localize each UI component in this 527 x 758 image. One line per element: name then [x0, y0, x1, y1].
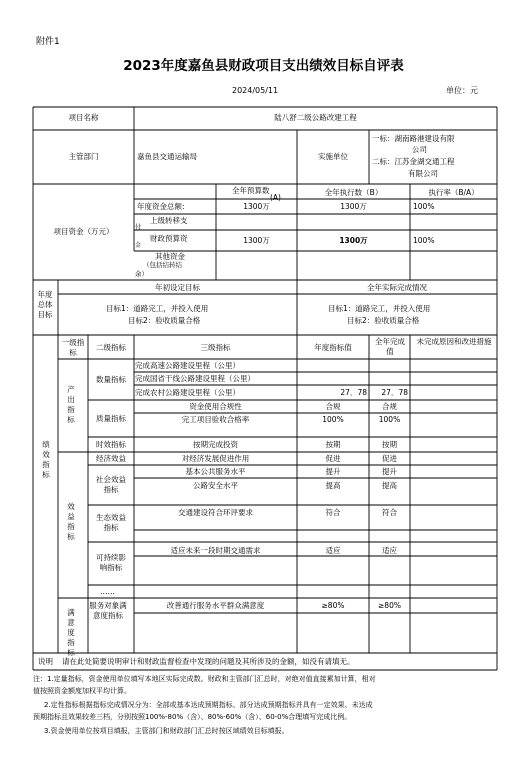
service-satisfaction-label: 服务对象满意度指标 — [89, 601, 127, 620]
fund-row-total-label: 年度资金总额: — [137, 202, 185, 211]
indicator-qa1-actual: 合规 — [382, 402, 397, 411]
indicator-p1-target: 适应 — [325, 546, 341, 555]
page-title: 2023年度嘉鱼县财政项目支出绩效目标自评表 — [123, 58, 404, 74]
indicator-g1-actual: 符合 — [382, 508, 397, 517]
fund-row-fiscal-label: 财政预算资 — [150, 234, 188, 243]
level2-header: 二级指标 — [96, 343, 126, 352]
indicator-qa1-name: 资金使用合规性 — [189, 402, 242, 411]
fund-row-fiscal-rate: 100% — [413, 236, 435, 245]
report-date: 2024/05/11 — [232, 86, 279, 95]
level1-header: 一级指标 — [61, 338, 85, 357]
planned-goal-1: 目标1：道路完工，并投入使用 — [106, 304, 209, 313]
eco-benefit-label: 生态效益指标 — [96, 513, 126, 532]
dept-label: 主管部门 — [68, 152, 99, 161]
indicator-q2-name: 完成国省干线公路建设里程（公里） — [135, 374, 255, 383]
impl-label: 实施单位 — [318, 152, 348, 161]
note-text: 请在此处简要说明审计和财政监督检查中发现的问题及其所涉及的金额，如没有请填无。 — [62, 657, 355, 666]
indicator-qa2-name: 完工项目验收合格率 — [181, 415, 250, 424]
quantity-indicator-label: 数量指标 — [96, 375, 126, 384]
project-name-value: 陆八舒二级公路改建工程 — [274, 113, 357, 122]
indicator-g1-target: 符合 — [325, 508, 341, 517]
indicator-t1-name: 按期完成投资 — [193, 440, 238, 449]
econ-benefit-label: 经济效益 — [96, 454, 126, 463]
col-budget-header: 全年预算数 — [232, 186, 270, 195]
impl-value-2: 二标：江苏金湖交通工程 — [372, 157, 455, 166]
footnote-3: 3.资金使用单位按项目填报，主管部门和财政部门汇总时按区域绩效目标填报。 — [44, 727, 289, 735]
col-rate-header: 执行率（B/A） — [428, 188, 479, 197]
footnote-2b: 预期指标且效果较差三档，分别按照100%-80%（含）、80%-60%（含）、60-0%合理填写完成比例。 — [33, 713, 352, 721]
fund-row-transfer-label2: 付 — [135, 224, 142, 231]
fund-row-other-label: 其他资金 — [155, 252, 185, 261]
dept-value: 嘉鱼县交通运输局 — [137, 152, 197, 161]
fund-row-other-label2: （包括结转结 — [143, 261, 182, 269]
indicator-s1-name: 基本公共服务水平 — [185, 467, 246, 476]
note-label: 说明 — [38, 657, 53, 666]
indicator-t1-target: 按期 — [325, 440, 341, 449]
indicator-p1-name: 适应未来一段时期交通需求 — [170, 546, 261, 555]
fund-row-transfer-label: 上级转移支 — [150, 216, 188, 225]
footnote-2a: 2.定性指标根据指标完成情况分为：全部或基本达成预期指标、部分达成预期指标并具有一定效果、未达成 — [44, 701, 373, 709]
indicator-s2-target: 提高 — [325, 481, 341, 490]
level3-header: 三级指标 — [200, 343, 231, 352]
project-name-label: 项目名称 — [68, 113, 99, 122]
quality-indicator-label: 质量指标 — [96, 414, 126, 423]
fund-row-total-exec: 1300万 — [340, 202, 367, 211]
time-indicator-label: 时效指标 — [96, 440, 126, 449]
fund-row-fiscal-label2: 金 — [135, 242, 142, 249]
attachment-label: 附件1 — [36, 37, 60, 47]
impl-value-2b: 有限公司 — [408, 169, 438, 178]
fund-row-total-budget: 1300万 — [243, 202, 270, 211]
fund-row-fiscal-budget: 1300万 — [243, 236, 270, 245]
overall-goal-label: 年度总体目标 — [37, 290, 53, 319]
indicator-q3-actual: 27．78 — [381, 388, 408, 397]
col-budget-header-tail: (A) — [270, 193, 281, 202]
indicator-qa2-target: 100% — [322, 415, 344, 424]
impl-value-1b: 公司 — [412, 145, 427, 154]
footnote-1a: 注：1.定量指标，资金使用单位填写本地区实际完成数。财政和主管部门汇总时，对绝对值直接累加计算，相对 — [33, 675, 376, 683]
indicator-s1-actual: 提升 — [382, 467, 397, 476]
indicator-p1-actual: 适应 — [382, 546, 397, 555]
dots-1: …… — [100, 587, 115, 596]
unit-label: 单位：元 — [446, 86, 478, 95]
satisfaction-indicator-label: 满意度指标 — [67, 608, 75, 657]
target-header: 年度指标值 — [314, 343, 352, 352]
indicator-e1-actual: 促进 — [382, 454, 397, 463]
indicator-g1-name: 交通建设符合环评要求 — [178, 508, 253, 517]
indicator-v1-actual: ≥80% — [378, 601, 401, 610]
indicator-e1-target: 促进 — [325, 454, 341, 463]
indicator-v1-target: ≥80% — [321, 601, 345, 610]
actual-goal-header: 全年实际完成情况 — [367, 283, 427, 292]
indicator-s1-target: 提升 — [325, 467, 341, 476]
actual-goal-2: 目标2：验收质量合格 — [347, 316, 420, 325]
planned-goal-header: 年初设定目标 — [155, 283, 200, 292]
fund-row-total-rate: 100% — [413, 202, 435, 211]
indicator-t1-actual: 按期 — [382, 440, 397, 449]
social-benefit-label: 社会效益指标 — [96, 475, 126, 494]
funds-label: 项目资金（万元） — [53, 227, 114, 236]
benefit-indicator-label: 效益指标 — [67, 502, 75, 541]
actual-header: 全年完成值 — [375, 337, 405, 356]
indicator-s2-actual: 提高 — [382, 481, 397, 490]
indicator-e1-name: 对经济发展促进作用 — [181, 454, 250, 463]
perf-indicators-label: 绩效指标 — [42, 440, 50, 479]
output-indicator-label: 产出指标 — [67, 385, 75, 424]
sustain-impact-label: 可持续影响指标 — [96, 553, 126, 572]
planned-goal-2: 目标2：验收质量合格 — [128, 316, 201, 325]
indicator-q1-name: 完成高速公路建设里程（公里） — [135, 361, 240, 370]
indicator-qa2-actual: 100% — [378, 415, 401, 424]
indicator-q3-target: 27．78 — [340, 388, 367, 397]
indicator-s2-name: 公路安全水平 — [193, 481, 238, 490]
fund-row-other-label3: 余） — [135, 270, 148, 278]
actual-goal-1: 目标1：道路完工，并投入使用 — [328, 304, 431, 313]
fund-row-fiscal-exec: 1300万 — [339, 236, 368, 245]
footnote-1b: 值按照资金额度加权平均计算。 — [33, 687, 131, 695]
impl-value-1: 一标：湖南路港建设有限 — [372, 134, 455, 143]
indicator-qa1-target: 合规 — [325, 402, 341, 411]
indicator-v1-name: 改善通行服务水平群众满意度 — [166, 601, 265, 610]
indicator-q3-name: 完成农村公路建设里程（公里） — [135, 388, 240, 397]
reason-header: 未完成原因和改进措施 — [416, 337, 492, 346]
col-exec-header: 全年执行数（B） — [324, 188, 383, 197]
